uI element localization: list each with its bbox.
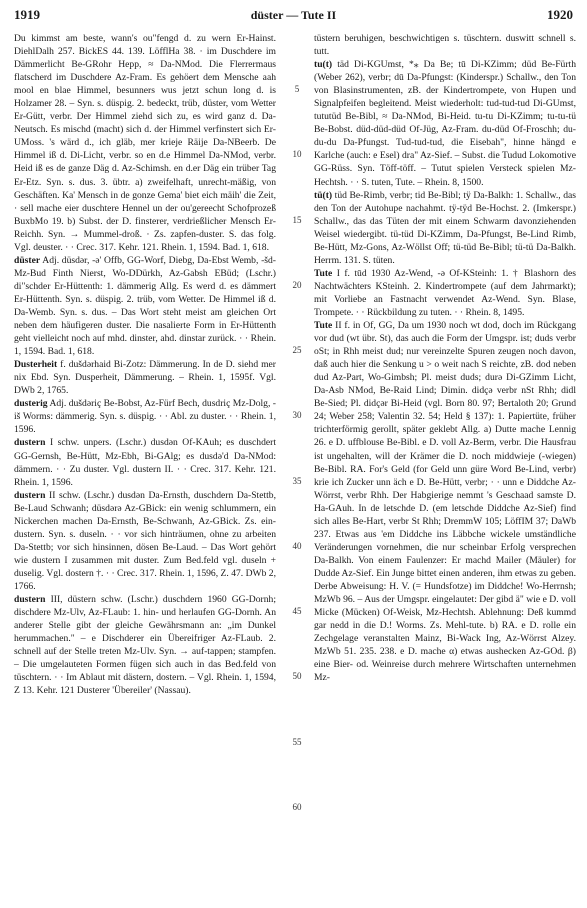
- line-number: 35: [292, 475, 302, 486]
- entry-headword: dusterig: [14, 398, 48, 410]
- entry-headword: dustern: [14, 489, 46, 501]
- entry-headword: tü(t): [314, 189, 333, 201]
- dictionary-entry: [14, 358, 276, 397]
- line-number: 30: [292, 410, 302, 421]
- line-number: 10: [292, 149, 302, 160]
- entry-headword: düster: [14, 254, 41, 266]
- line-number: 55: [292, 736, 302, 747]
- entry-headword: tu(t): [314, 59, 333, 71]
- line-number: 60: [292, 801, 302, 812]
- entry-text: I schw. unpers. (Lschr.) dusdən Of-KAuh; es duschdert GG-Gernsh, Be-Hütt, Mz-Ebh, Bi-GAlg; es dusdə'd Da-NMod: dämmern. · · Zu duster. Vgl. dustern II. · · Crec. 317. Kehr. 121. Rhein. 1, 1596.: [14, 437, 276, 488]
- dictionary-entry: [314, 319, 576, 684]
- line-number: 20: [292, 279, 302, 290]
- left-column: [14, 32, 276, 697]
- entry-text: I f. tūd 1930 Az-Wend, -ə Of-KSteinh: 1. † Blashorn des Nachtwächters KSteinh. 2. Kindertrompete (auf dem Jahrmarkt); mit Vorliebe an Fastnacht verwendet Az-Wend. Syn. Blase, Trompete. · · Rückbildung zu tuten. · · Rhein. 8, 1495.: [314, 267, 576, 318]
- line-number: 25: [292, 345, 302, 356]
- running-title: düster — Tute II: [250, 8, 337, 22]
- entry-text: täd Di-KGUmst, *⁎ Da Be; tū Di-KZimm; düd Be-Fürth (Weber 262), verbr; dū Da-Pfungst: (Kinderspr.) Schallw., den Ton von Blasinstrumenten, zB. der Kindertrompete, von Hupen und Signalpfeifen begleitend. Meist wiederholt: tud-tud-tud Di-GUmst, tututüd Be-Bibl, ≈ Da-NMod, Bi-Heid. tu-tu Di-KZimm; tu-tu-tü Be-Bobst. düd-düd-düd Of-Jüg, Az-Fram. du-düd Of-Froschh; du-du-du Da-Pfungst. Tud-tud-tud, die Eisebah", hinne hängd e Karlche (auch: e Esel) dra" Az-Sief. – Subst. die Tudud Lokomotive GG-Rüss. Syn. Töff-töff. – Tutut spielen Versteck spielen Mz-Hechtsh. · · S. tuten, Tute. – Rhein. 8, 1500.: [314, 59, 576, 188]
- page-number-left: 1919: [14, 7, 40, 22]
- page-number-right: 1920: [546, 7, 573, 22]
- entry-text: Adj. düsdər, -ə' Offb, GG-Worf, Diebg, Da-Ebst Wemb, -šd- Mz-Bud Finth Nierst, Wo-DDürkh, Az-Gabsh EBüd; (Lschr.) di"schder Er-Hüttenth: 1. dämmerig Allg. Es werd d. es dämmert Er-Hüttenth. Syn. s. düspig. 2. trüb, vom Wetter. De Himmel iß d. Da-Wemb. Syn. s. dus. – Das Wort steht meist am gleichen Ort neben dem häufigeren duster. Die nasalierte Form in Er-Hüttenth geht vielleicht noch auf mhd. dinster, ahd. dinstar zurück. · · Rhein. 1, 1594. Bad. 1, 618.: [14, 254, 276, 358]
- entry-text: tüstern beruhigen, beschwichtigen s. tüschtern. duswitt schnell s. tutt.: [314, 33, 576, 58]
- dictionary-entry: [314, 58, 576, 188]
- line-number: 40: [292, 540, 302, 551]
- page-header: [14, 7, 573, 29]
- entry-text: tüd Be-Rimb, verbr; tid Be-Bibl; tÿ Da-Balkh: 1. Schallw., das den Ton der Autohupe nachahmt. tÿ-tÿd Be-Hochst. 2. (Imkerspr.) Schallw., das das Tüten der mit einem Schwarm davonziehenden Weisel wiedergibt. tü-tüd Di-KZimm, Da-Pfungst, Be-Lind Rimb, Be-Hütt, Mz-Gons, Az-Wöllst Off; tü-tüd Be-Bibl; tü-tü Da-Balkh. Herrm. 131. S. tüten.: [314, 189, 576, 266]
- dictionary-entry: [314, 189, 576, 267]
- line-number: 15: [292, 214, 302, 225]
- entry-text: Du kimmst am beste, wann's ou"fengd d. zu wern Er-Hainst. DiehlDalh 257. BickES 44. 139. LöfflHa 38. · im Duschdere im Dämmerlicht Be-GRohr Hepp, ≈ Da-NMod. Die Flerrermaus flatscherd im Duschdere Az-Fram. Es gehöert dem Mensche aah mool en blae Himmel, besunners wus jetzt schun long d. is Holzamer 28. – Syn. s. düspig. 2. bedeckt, trüb, düster, vom Wetter Er-Gütt, verbr. Der Himmel ziehd sich zu, es wird ganz d. Da-Neutsch. Es mischd (macht) sich d. der Himmel verfinstert sich Er-UMoss. 's wärd d., ich gläb, mer krieje Räije Da-NBeerb. De Himmel iß d. Di-Licht, verbr. so en d.e Himmel Da-NMod, verbr. Heid iß es de ganze Däg d. Az-Schimsh. en d.er Däg ein trüber Tag Er-Etz. Syn. s. dus. 3. übtr. a) zweifelhaft, unrecht-mäßig, von Geschäften. Ka' Mensch in de gonze Gema' biet eich mäih' die Zeit, · sell mache eier duschtere Hennel un der ou'gereecht Schofprozeß BuxbMo 19. b) Subst. der D. finsterer, verdrießlicher Mensch Er-Reichh. Syn. → Mummel-droß. · Zs. zapfen-duster. S. das folg. Vgl. deuster. · · Crec. 317. Kehr. 121. Rhein. 1, 1594. Bad. 1, 618.: [14, 33, 276, 253]
- dictionary-entry: [14, 489, 276, 593]
- entry-headword: Tute: [314, 320, 333, 332]
- entry-headword: Tute: [314, 267, 333, 279]
- dictionary-entry: [314, 32, 576, 58]
- line-number: 50: [292, 671, 302, 682]
- entry-headword: dustern: [14, 594, 46, 606]
- right-column: [314, 32, 576, 684]
- dictionary-entry: [14, 397, 276, 436]
- entry-text: Adj. dušdəriç Be-Bobst, Az-Fürf Bech, dusdriç Mz-Dolg, -iš Worms: dämmerig. Syn. s. düspig. · · Abl. zu duster. · · Rhein. 1, 1596.: [14, 398, 276, 436]
- dictionary-entry: [14, 254, 276, 358]
- entry-text: f. dušdərhaid Bi-Zotz: Dämmerung. In de D. siehd mer nix Ebd. Syn. Dusperheit, Dämmerung. – Rhein. 1, 1595f. Vgl. DWb 2, 1765.: [14, 359, 276, 397]
- entry-headword: dustern: [14, 437, 46, 449]
- dictionary-entry: [14, 32, 276, 254]
- dictionary-entry: [314, 267, 576, 319]
- entry-text: II schw. (Lschr.) dusdən Da-Ernsth, duschdern Da-Stettb, Be-Laud Schwanh; düsdərə Az-GBick: ein wenig schlummern, ein Nickerchen machen Da-Ernsth, Be-Schwanh, Az-GBick. Zs. ein-dustern. Syn. s. duseln. · · vor sich hinträumen, ohne zu arbeiten Da-Stettb; vor sich hinsinnen, dösen Be-Laud. – Das Wort gehört wie dustern I zusammen mit duster. Zum Bed.feld vgl. duseln + duselig. Vgl. dostern †. · · Crec. 317. Rhein. 1, 1596, Z. 47. DWb 2, 1766.: [14, 489, 276, 592]
- line-number: 5: [294, 84, 300, 95]
- dictionary-entry: [14, 593, 276, 697]
- entry-headword: Dusterheit: [14, 359, 58, 371]
- line-number: 45: [292, 606, 302, 617]
- entry-text: II f. in Of, GG, Da um 1930 noch wt dod, doch im Rückgang vor dud (wt übr. St), das auch die Form der Umgspr. ist; duds verbr oSt; in Rhh meist dud; nur vereinzelte Spuren zeugen noch davon, daß auch hier die Senkung u > o weit nach S reichte, zB. dod neben dud Az-Part, Wo-Gimbsh; Pl. meist duds; durə Di-GZimm Licht, Da-Asb NMod, Be-Raid Lind; Dimin. didçə verbr nSt Rhh; didl Be-Sied; Pl. didçər Bi-Heid (vgl. Born 80. 97; Bertaloth 20; Grund 24; Weber 258; Valentin 32. 54; Held § 137): 1. Papiertüte, früher trichterförmig gerollt, später geklebt Allg. a) Dutte mache Lennig 26. e D. uffblouse Be-Bibl. e D. voll Az-Berm, verbr. Die Hausfrau ist ungehalten, will der Krämer die D. noch middwieje (-wiegen) Be-Bibl. RA. For's Geld (for Geld unn güre Word Be-Lind, verbr) krie ich Zucker unn äch e D. Be-Hütt, verbr; · · unn e Diddche Az-Wörrst, verbr Rhh. Der Habgierige nemmt 's Geschaad samste D. Ha-GAuh. In de letschde D. (em letschde Diddche Az-Sief) find sich alles Be-Hart, verbr St Rhh; DremmW 105; LöffIM 37; DaWb 237. Etwas aus 'em Diddche ins Läbbche wickele umständliche Veränderungen vornehmen, die nur scheinbar Erfolg versprechen Da-Balkh. Von einem Faulenzer: Er machd Mailer (Mäuler) for Dudde Az-Sief. Ein Junge bittet einen anderen, ihm etwas zu geben. Derbe Abweisung: H. V. (= Hundsfotze) im Diddche! Wo-Herrnsh; MzWb 96. – Aus der Umgspr. eingelautet: Der gibd ä" wie e D. voll Micke (Mücken) Of-Weisk, Mz-Hechtsh. Ablehnung: Deß kummd gar nedd in die D.! Worms. Zs. Mehl-tute. b) RA. e D. rolle ein Zechgelage veranstalten Mainz, Bi-Wack Ing, Az-Wörrst Alzey. MzWb 51. 235. 238. e D. mache α) etwas aushecken Az-GOd. β) eine Bier- od. Weinreise durch mehrere Wirtschaften unternehmen Mz-: [314, 320, 576, 684]
- entry-text: III, düstern schw. (Lschr.) duschdern 1960 GG-Dornh; dischdere Mz-Ulv, Az-FLaub: 1. hin- und herlaufen GG-Dornh. An anderer Stelle gibt der gleiche Gewährsmann an: „im Dunkel herummachen." – e Dischderer ein Übereifriger Az-FLaub. 2. schnell auf der Stelle treten Mz-Ulv. Syn. → auf-tappen; stampfen. – Die umgelauteten Formen fügen sich auch in das Bed.feld von tüschtern. · · Im Ablaut mit dästern, dostern. – Vgl. Rhein. 1, 1594, Z 13. Kehr. 121 Dusterer 'Übereiler' (Nassau).: [14, 594, 276, 697]
- dictionary-entry: [14, 436, 276, 488]
